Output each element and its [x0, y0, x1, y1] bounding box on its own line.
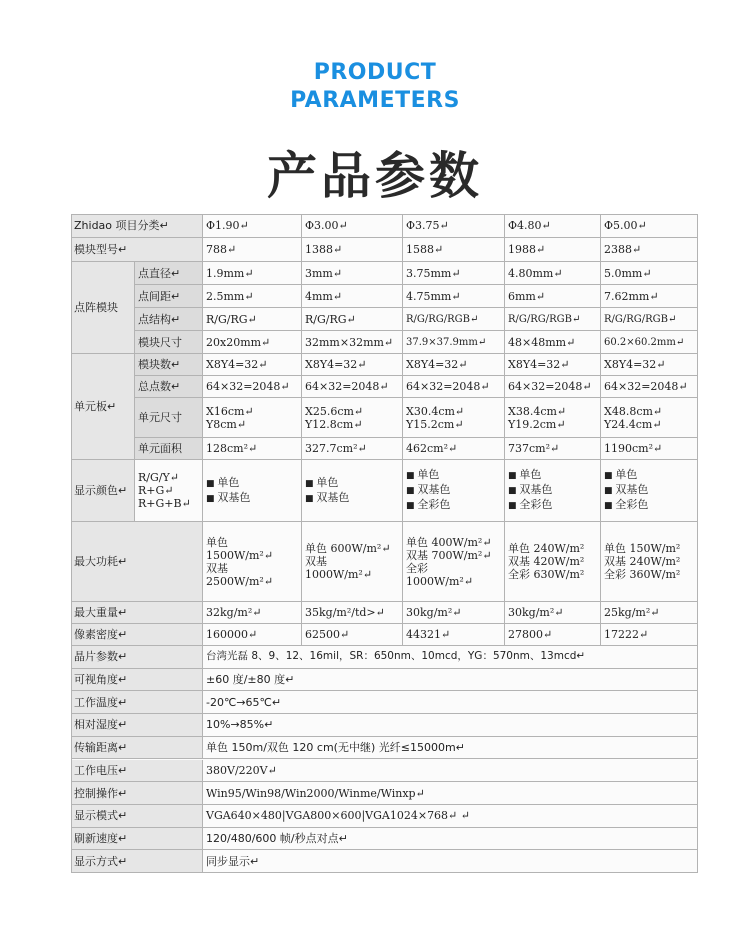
table-cell: X8Y4=32↵ — [505, 354, 601, 376]
row-label: 相对湿度↵ — [71, 714, 203, 737]
size-y: Y15.2cm↵ — [406, 417, 464, 431]
table-cell: 4.75mm↵ — [403, 285, 505, 308]
row-label: 点直径↵ — [135, 262, 203, 285]
table-cell: R/G/RG↵ — [203, 308, 302, 331]
row-label: 工作温度↵ — [71, 691, 203, 714]
table-cell — [601, 398, 698, 438]
table-cell-span: VGA640×480|VGA800×600|VGA1024×768↵ ↵ — [203, 805, 698, 828]
table-cell — [601, 460, 698, 522]
power-line: 双基 700W/m²↵ — [406, 548, 492, 562]
row-label: 显示方式↵ — [71, 850, 203, 873]
table-cell: 64×32=2048↵ — [601, 376, 698, 398]
group-label: 点阵模块 — [71, 262, 135, 354]
model-header: Φ5.00↵ — [601, 214, 698, 238]
table-cell: 1388↵ — [302, 238, 403, 262]
power-line: 1500W/m²↵ — [206, 548, 274, 562]
table-cell: X8Y4=32↵ — [302, 354, 403, 376]
table-cell-span: 120/480/600 帧/秒点对点↵ — [203, 828, 698, 851]
table-cell: 160000↵ — [203, 624, 302, 646]
table-cell: 327.7cm²↵ — [302, 438, 403, 460]
row-label: 控制操作↵ — [71, 782, 203, 805]
power-line: 单色 150W/m² — [604, 542, 681, 555]
row-label: 工作电压↵ — [71, 760, 203, 783]
table-cell: 44321↵ — [403, 624, 505, 646]
title-cn: 产品参数 — [267, 147, 483, 205]
table-cell: 20x20mm↵ — [203, 331, 302, 354]
group-label: 单元板↵ — [71, 354, 135, 460]
table-cell: X8Y4=32↵ — [403, 354, 505, 376]
row-label: 模块尺寸 — [135, 331, 203, 354]
model-header: Φ3.00↵ — [302, 214, 403, 238]
table-cell: 5.0mm↵ — [601, 262, 698, 285]
row-label: 最大重量↵ — [71, 602, 203, 624]
table-cell: X8Y4=32↵ — [601, 354, 698, 376]
title-en-line1: PRODUCT — [313, 60, 437, 85]
table-cell: 737cm²↵ — [505, 438, 601, 460]
table-cell: 17222↵ — [601, 624, 698, 646]
power-line: 单色 400W/m²↵ — [406, 535, 492, 549]
table-cell — [302, 522, 403, 602]
table-cell — [203, 398, 302, 438]
power-line: 单色 240W/m² — [508, 542, 585, 555]
power-line: 2500W/m²↵ — [206, 574, 274, 588]
table-cell — [203, 522, 302, 602]
power-line: 单色 600W/m²↵ — [305, 542, 391, 555]
table-cell — [505, 398, 601, 438]
table-cell: 32kg/m²↵ — [203, 602, 302, 624]
table-cell-span: Win95/Win98/Win2000/Winme/Winxp↵ — [203, 782, 698, 805]
color-option: ■ 双基色 — [508, 483, 552, 498]
row-label: 显示颜色↵ — [71, 460, 135, 522]
power-line: 1000W/m²↵ — [406, 574, 474, 588]
table-cell — [505, 522, 601, 602]
size-x: X30.4cm↵ — [406, 404, 465, 418]
table-cell: R/G/RG↵ — [302, 308, 403, 331]
color-option: ■ 单色 — [206, 476, 239, 491]
power-line: 双基 240W/m² — [604, 555, 681, 568]
table-cell: 6mm↵ — [505, 285, 601, 308]
size-x: X25.6cm↵ — [305, 404, 364, 418]
table-cell: R/G/RG/RGB↵ — [403, 308, 505, 331]
table-cell — [505, 460, 601, 522]
title-en-line2: PARAMETERS — [290, 88, 460, 113]
table-cell — [403, 522, 505, 602]
color-option: ■ 单色 — [604, 468, 637, 483]
power-line: 单色 — [206, 535, 228, 549]
power-line: 1000W/m²↵ — [305, 568, 373, 581]
table-cell: 35kg/m²/td>↵ — [302, 602, 403, 624]
row-label: 点结构↵ — [135, 308, 203, 331]
color-option: ■ 双基色 — [206, 491, 250, 506]
size-y: Y12.8cm↵ — [305, 417, 363, 431]
table-cell-span: 10%→85%↵ — [203, 714, 698, 737]
color-option: ■ 单色 — [508, 468, 541, 483]
table-cell: 7.62mm↵ — [601, 285, 698, 308]
power-line: 双基 420W/m² — [508, 555, 585, 568]
row-label: 刷新速度↵ — [71, 828, 203, 851]
table-cell-span: 同步显示↵ — [203, 850, 698, 873]
table-cell — [403, 398, 505, 438]
color-type: R/G/Y↵ — [138, 471, 179, 484]
row-label: 传输距离↵ — [71, 737, 203, 760]
row-label: 最大功耗↵ — [71, 522, 203, 602]
table-cell: 64×32=2048↵ — [403, 376, 505, 398]
table-cell: 64×32=2048↵ — [203, 376, 302, 398]
table-cell: 2388↵ — [601, 238, 698, 262]
color-type: R+G+B↵ — [138, 497, 191, 510]
size-y: Y8cm↵ — [206, 417, 247, 431]
row-label: 总点数↵ — [135, 376, 203, 398]
size-x: X16cm↵ — [206, 404, 254, 418]
table-cell: 128cm²↵ — [203, 438, 302, 460]
color-option: ■ 单色 — [305, 476, 338, 491]
size-y: Y24.4cm↵ — [604, 417, 662, 431]
power-line: 全彩 360W/m² — [604, 568, 681, 581]
table-cell: 32mm×32mm↵ — [302, 331, 403, 354]
model-header: Φ3.75↵ — [403, 214, 505, 238]
color-option: ■ 全彩色 — [604, 498, 648, 513]
table-cell: 27800↵ — [505, 624, 601, 646]
power-line: 双基 — [206, 561, 228, 575]
color-option: ■ 双基色 — [406, 483, 450, 498]
table-cell: R/G/RG/RGB↵ — [505, 308, 601, 331]
row-label: 显示模式↵ — [71, 805, 203, 828]
table-cell-span: 380V/220V↵ — [203, 760, 698, 783]
model-header: Φ1.90↵ — [203, 214, 302, 238]
table-cell — [403, 460, 505, 522]
color-type: R+G↵ — [138, 484, 174, 497]
table-cell: 37.9×37.9mm↵ — [403, 331, 505, 354]
row-label: 点间距↵ — [135, 285, 203, 308]
table-cell: 3.75mm↵ — [403, 262, 505, 285]
row-label: 可视角度↵ — [71, 669, 203, 692]
table-cell: 1.9mm↵ — [203, 262, 302, 285]
table-cell-span: 台湾光磊 8、9、12、16mil，SR：650nm、10mcd，YG：570nm、13mcd↵ — [203, 646, 698, 669]
row-label: 单元尺寸 — [135, 398, 203, 438]
power-line: 双基 — [305, 555, 327, 568]
parameter-table — [71, 214, 698, 873]
row-label: 单元面积 — [135, 438, 203, 460]
table-cell: 462cm²↵ — [403, 438, 505, 460]
color-types — [135, 460, 203, 522]
size-x: X38.4cm↵ — [508, 404, 567, 418]
table-cell-span: -20℃→65℃↵ — [203, 691, 698, 714]
table-cell — [302, 460, 403, 522]
table-cell: 3mm↵ — [302, 262, 403, 285]
row-label: 像素密度↵ — [71, 624, 203, 646]
table-cell: 4mm↵ — [302, 285, 403, 308]
color-option: ■ 全彩色 — [508, 498, 552, 513]
table-cell: 64×32=2048↵ — [302, 376, 403, 398]
table-cell: 1190cm²↵ — [601, 438, 698, 460]
corner-cell: Zhidao 项目分类↵ — [71, 214, 203, 238]
row-label: 模块型号↵ — [71, 238, 203, 262]
color-option: ■ 双基色 — [604, 483, 648, 498]
table-cell: 30kg/m²↵ — [403, 602, 505, 624]
size-x: X48.8cm↵ — [604, 404, 663, 418]
power-line: 全彩 630W/m² — [508, 568, 585, 581]
table-cell: 30kg/m²↵ — [505, 602, 601, 624]
table-cell: 64×32=2048↵ — [505, 376, 601, 398]
table-cell: 48×48mm↵ — [505, 331, 601, 354]
table-cell: R/G/RG/RGB↵ — [601, 308, 698, 331]
color-option: ■ 双基色 — [305, 491, 349, 506]
power-line: 全彩 — [406, 561, 428, 575]
row-label: 模块数↵ — [135, 354, 203, 376]
table-cell: 60.2×60.2mm↵ — [601, 331, 698, 354]
table-cell — [601, 522, 698, 602]
table-cell: 2.5mm↵ — [203, 285, 302, 308]
table-cell: 25kg/m²↵ — [601, 602, 698, 624]
color-option: ■ 单色 — [406, 468, 439, 483]
table-cell — [203, 460, 302, 522]
table-cell: 1988↵ — [505, 238, 601, 262]
table-cell: 788↵ — [203, 238, 302, 262]
model-header: Φ4.80↵ — [505, 214, 601, 238]
table-cell: 4.80mm↵ — [505, 262, 601, 285]
table-cell-span: ±60 度/±80 度↵ — [203, 669, 698, 692]
table-cell: X8Y4=32↵ — [203, 354, 302, 376]
row-label: 晶片参数↵ — [71, 646, 203, 669]
color-option: ■ 全彩色 — [406, 498, 450, 513]
size-y: Y19.2cm↵ — [508, 417, 566, 431]
table-cell: 62500↵ — [302, 624, 403, 646]
table-cell: 1588↵ — [403, 238, 505, 262]
table-cell-span: 单色 150m/双色 120 cm(无中继) 光纤≤15000m↵ — [203, 737, 698, 760]
table-cell — [302, 398, 403, 438]
